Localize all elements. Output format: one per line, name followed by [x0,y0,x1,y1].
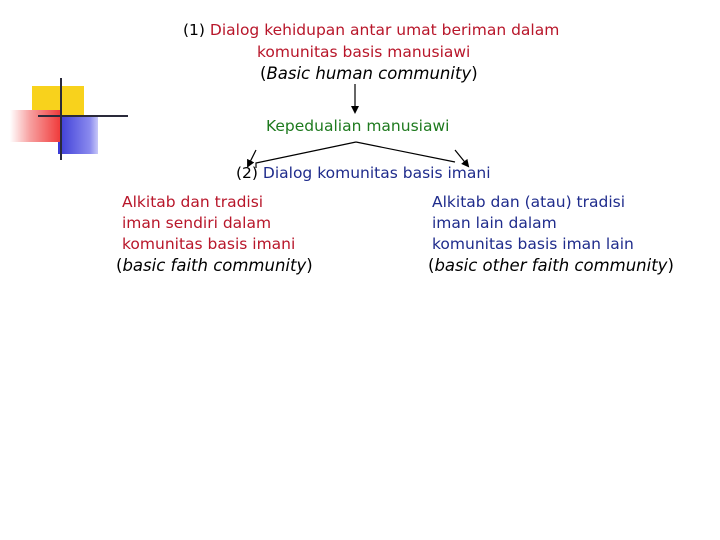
dialog-2-line [236,163,491,184]
left-line-4 [116,255,313,276]
concern-label: Kepedualian manusiawi [266,117,450,135]
top-line-1 [183,20,559,41]
dialog-2-text: Dialog komunitas basis imani [262,164,491,182]
paren-open: ( [116,256,123,275]
right-line-4 [428,255,674,276]
top-number: (1) [183,21,205,39]
top-line-3 [260,63,478,84]
paren-close: ) [667,256,674,275]
top-line-2: komunitas basis manusiawi [257,43,471,61]
left-line-2: iman sendiri dalam [122,214,272,232]
basic-faith-community: basic faith community [122,256,307,275]
top-dialog-text: Dialog kehidupan antar umat beriman dalam [209,21,560,39]
paren-close: ) [306,256,313,275]
paren-open: ( [260,64,267,83]
basic-human-community: Basic human community [266,64,472,83]
dialog-2-number: (2) [236,164,258,182]
right-line-1: Alkitab dan (atau) tradisi [432,193,626,211]
paren-open: ( [428,256,435,275]
left-line-1: Alkitab dan tradisi [122,193,264,211]
right-line-3: komunitas basis iman lain [432,235,634,253]
right-line-2: iman lain dalam [432,214,557,232]
left-line-3: komunitas basis imani [122,235,296,253]
basic-other-faith-community: basic other faith community [434,256,668,275]
paren-close: ) [471,64,478,83]
